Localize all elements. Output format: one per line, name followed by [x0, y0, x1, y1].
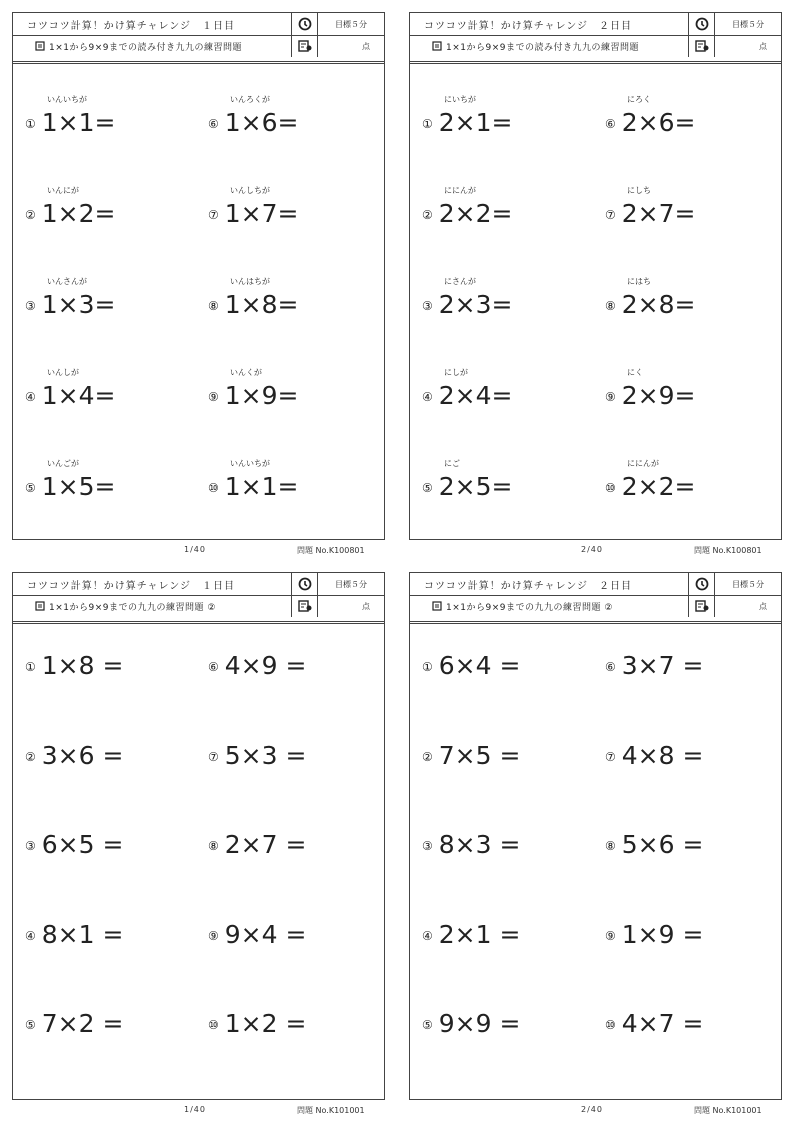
goal-time: 目標５分	[732, 19, 764, 29]
score-field[interactable]: 点	[362, 41, 370, 51]
problem-expression: 1×2 =	[224, 1009, 307, 1038]
problem-number: ①	[422, 660, 433, 674]
problem-item	[208, 368, 299, 410]
problem-number: ⑩	[605, 481, 616, 495]
problem-expression: 1×6=	[224, 108, 299, 137]
problem-item	[605, 1009, 703, 1038]
problem-expression: 2×3=	[438, 290, 513, 319]
problem-number: ①	[25, 660, 36, 674]
reading-furigana: いんいちが	[230, 459, 270, 468]
problem-expression: 1×2=	[41, 199, 116, 228]
problem-item	[25, 368, 116, 410]
problem-number: ⑤	[422, 481, 433, 495]
problem-expression: 2×8=	[621, 290, 696, 319]
problem-number: ②	[422, 749, 433, 764]
problem-number: ⑧	[208, 839, 219, 853]
goal-time: 目標５分	[335, 579, 367, 589]
problem-expression: 2×1=	[438, 108, 513, 137]
problem-code: 問題 No.K100801	[297, 546, 365, 555]
problem-expression: 1×5=	[41, 472, 116, 501]
problem-item	[25, 1009, 123, 1038]
problem-number: ⑥	[605, 117, 616, 131]
problem-expression: 3×6 =	[41, 740, 124, 770]
worksheet-header	[410, 13, 781, 64]
problem-item	[605, 277, 696, 319]
problem-item	[25, 830, 123, 859]
problem-number: ③	[422, 299, 433, 313]
problem-number: ⑨	[605, 390, 616, 404]
problem-item	[605, 95, 696, 137]
problem-item	[25, 459, 116, 501]
worksheet-subtitle	[13, 600, 291, 613]
score-field[interactable]: 点	[759, 601, 767, 611]
problem-number: ①	[25, 117, 36, 131]
problem-number: ①	[422, 117, 433, 131]
problem-item	[422, 186, 513, 228]
problem-code: 問題 No.K100801	[694, 546, 762, 555]
problem-item	[422, 651, 520, 680]
clock-icon	[291, 13, 318, 35]
problem-expression: 2×6=	[621, 108, 696, 137]
problem-item	[208, 920, 306, 949]
problem-expression: 2×2=	[621, 472, 696, 501]
memo-icon	[35, 43, 49, 53]
problem-expression: 1×4=	[41, 381, 116, 410]
problem-item	[208, 459, 299, 501]
clock-icon	[688, 13, 715, 35]
worksheet-panel	[12, 12, 385, 540]
reading-furigana: にご	[444, 459, 460, 468]
problem-number: ④	[25, 390, 36, 404]
worksheet-subtitle	[410, 40, 688, 53]
problem-item	[25, 186, 116, 228]
problem-item	[605, 186, 696, 228]
problem-expression: 9×9 =	[438, 1009, 521, 1038]
problem-item	[605, 920, 703, 949]
subtitle-text: 1×1から9×9までの九九の練習問題 ②	[49, 602, 216, 613]
problem-code: 問題 No.K101001	[694, 1106, 762, 1115]
score-icon	[291, 35, 318, 57]
problem-expression: 2×7=	[621, 199, 696, 228]
worksheet-header	[13, 13, 384, 64]
problem-number: ④	[25, 928, 36, 943]
page-number: 1/40	[184, 545, 206, 554]
worksheet-title: コツコツ計算！かけ算チャレンジ ２日目	[424, 20, 632, 32]
score-field[interactable]: 点	[759, 41, 767, 51]
problem-number: ⑦	[605, 749, 616, 764]
score-icon	[291, 595, 318, 617]
score-icon	[688, 35, 715, 57]
problem-number: ③	[25, 839, 36, 853]
problem-item	[422, 277, 513, 319]
problem-number: ⑤	[422, 1018, 433, 1032]
worksheet-header	[13, 573, 384, 624]
problem-expression: 4×7 =	[621, 1009, 704, 1038]
problem-item	[208, 830, 306, 859]
problem-number: ⑩	[208, 1018, 219, 1032]
problem-expression: 1×7=	[224, 199, 299, 228]
problem-expression: 1×1=	[41, 108, 116, 137]
reading-furigana: いんろくが	[230, 95, 270, 104]
worksheet-header	[410, 573, 781, 624]
problem-expression: 2×4=	[438, 381, 513, 410]
worksheet-title: コツコツ計算！かけ算チャレンジ １日目	[27, 20, 235, 32]
worksheet-panel	[409, 12, 782, 540]
reading-furigana: にいちが	[444, 95, 476, 104]
problem-number: ④	[422, 928, 433, 943]
problem-expression: 1×1=	[224, 472, 299, 501]
subtitle-text: 1×1から9×9までの九九の練習問題 ②	[446, 602, 613, 613]
problem-number: ②	[422, 208, 433, 222]
problem-item	[605, 830, 703, 859]
problem-number: ⑦	[208, 208, 219, 222]
worksheet-panel	[12, 572, 385, 1100]
problem-expression: 1×8=	[224, 290, 299, 319]
problem-item	[208, 651, 306, 680]
score-icon	[688, 595, 715, 617]
problem-item	[208, 95, 299, 137]
score-field[interactable]: 点	[362, 601, 370, 611]
problem-number: ⑦	[208, 749, 219, 764]
problem-number: ⑩	[605, 1018, 616, 1032]
worksheet-title: コツコツ計算！かけ算チャレンジ ２日目	[424, 580, 632, 592]
problem-number: ⑩	[208, 481, 219, 495]
worksheet-subtitle	[13, 40, 291, 53]
reading-furigana: いんくが	[230, 368, 262, 377]
page-number: 2/40	[581, 545, 603, 554]
problem-item	[25, 920, 123, 949]
reading-furigana: いんはちが	[230, 277, 270, 286]
problem-item	[422, 741, 520, 770]
reading-furigana: いんしが	[47, 368, 79, 377]
problem-item	[208, 741, 306, 770]
problem-expression: 3×7 =	[621, 651, 704, 680]
reading-furigana: いんいちが	[47, 95, 87, 104]
problem-expression: 1×9 =	[621, 919, 704, 949]
problem-expression: 2×1 =	[438, 919, 521, 949]
problem-expression: 6×5 =	[41, 830, 124, 859]
problem-number: ⑤	[25, 481, 36, 495]
reading-furigana: にろく	[627, 95, 651, 104]
problem-item	[208, 277, 299, 319]
problem-number: ③	[25, 299, 36, 313]
clock-icon	[291, 573, 318, 595]
subtitle-text: 1×1から9×9までの読み付き九九の練習問題	[49, 42, 242, 53]
problem-item	[605, 651, 703, 680]
clock-icon	[688, 573, 715, 595]
page-number: 1/40	[184, 1105, 206, 1114]
problem-item	[25, 95, 116, 137]
problem-expression: 5×3 =	[224, 740, 307, 770]
problem-expression: 7×5 =	[438, 740, 521, 770]
problem-item	[422, 368, 513, 410]
reading-furigana: いんさんが	[47, 277, 87, 286]
reading-furigana: にさんが	[444, 277, 476, 286]
problem-expression: 4×8 =	[621, 740, 704, 770]
problem-item	[208, 186, 299, 228]
worksheet-panel	[409, 572, 782, 1100]
problem-number: ②	[25, 749, 36, 764]
reading-furigana: にはち	[627, 277, 651, 286]
problem-expression: 2×2=	[438, 199, 513, 228]
problem-number: ④	[422, 390, 433, 404]
problem-number: ⑨	[605, 928, 616, 943]
problem-expression: 1×9=	[224, 381, 299, 410]
memo-icon	[35, 603, 49, 613]
goal-time: 目標５分	[732, 579, 764, 589]
problem-item	[422, 1009, 520, 1038]
problem-expression: 1×3=	[41, 290, 116, 319]
problem-expression: 1×8 =	[41, 651, 124, 680]
reading-furigana: にく	[627, 368, 643, 377]
problem-item	[422, 95, 513, 137]
reading-furigana: にしち	[627, 186, 651, 195]
problem-code: 問題 No.K101001	[297, 1106, 365, 1115]
problem-item	[422, 459, 513, 501]
problem-number: ⑦	[605, 208, 616, 222]
problem-item	[422, 920, 520, 949]
problem-item	[605, 368, 696, 410]
problem-number: ⑥	[208, 660, 219, 674]
problem-item	[25, 277, 116, 319]
problem-number: ⑧	[208, 299, 219, 313]
problem-expression: 2×7 =	[224, 830, 307, 859]
memo-icon	[432, 603, 446, 613]
goal-time: 目標５分	[335, 19, 367, 29]
problem-item	[208, 1009, 306, 1038]
problem-expression: 2×9=	[621, 381, 696, 410]
problem-expression: 8×1 =	[41, 919, 124, 949]
problem-number: ⑨	[208, 928, 219, 943]
problem-item	[25, 741, 123, 770]
problem-item	[605, 459, 696, 501]
problem-number: ⑧	[605, 839, 616, 853]
problem-number: ③	[422, 839, 433, 853]
reading-furigana: いんごが	[47, 459, 79, 468]
problem-number: ⑥	[605, 660, 616, 674]
problem-expression: 2×5=	[438, 472, 513, 501]
reading-furigana: ににんが	[444, 186, 476, 195]
reading-furigana: ににんが	[627, 459, 659, 468]
reading-furigana: にしが	[444, 368, 468, 377]
problem-expression: 7×2 =	[41, 1009, 124, 1038]
problem-number: ②	[25, 208, 36, 222]
reading-furigana: いんしちが	[230, 186, 270, 195]
problem-item	[605, 741, 703, 770]
worksheet-subtitle	[410, 600, 688, 613]
memo-icon	[432, 43, 446, 53]
problem-number: ⑨	[208, 390, 219, 404]
problem-item	[422, 830, 520, 859]
subtitle-text: 1×1から9×9までの読み付き九九の練習問題	[446, 42, 639, 53]
problem-expression: 9×4 =	[224, 919, 307, 949]
problem-expression: 5×6 =	[621, 830, 704, 859]
problem-expression: 4×9 =	[224, 651, 307, 680]
problem-expression: 6×4 =	[438, 651, 521, 680]
problem-number: ⑧	[605, 299, 616, 313]
worksheet-title: コツコツ計算！かけ算チャレンジ １日目	[27, 580, 235, 592]
problem-number: ⑥	[208, 117, 219, 131]
page-number: 2/40	[581, 1105, 603, 1114]
reading-furigana: いんにが	[47, 186, 79, 195]
problem-expression: 8×3 =	[438, 830, 521, 859]
problem-number: ⑤	[25, 1018, 36, 1032]
problem-item	[25, 651, 123, 680]
